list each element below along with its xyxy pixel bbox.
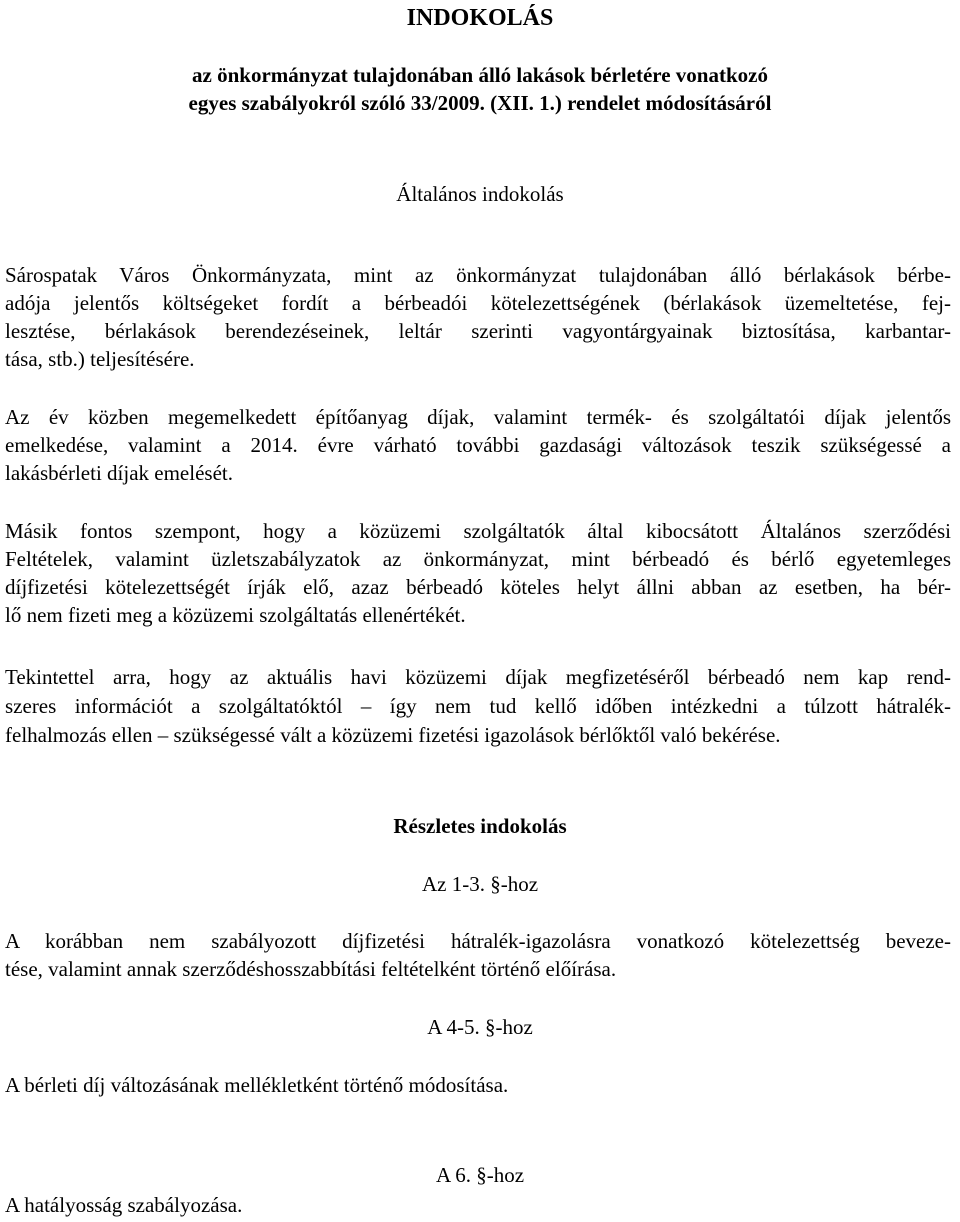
general-heading: Általános indokolás — [396, 182, 564, 206]
section3-text: A hatályosság szabályozása. — [5, 1193, 243, 1217]
paragraph2-line-1: Az év közben megemelkedett építőanyag díjak, valamint termék- és szolgáltatói díjak jelentős — [5, 405, 951, 429]
subtitle-line-2: egyes szabályokról szóló 33/2009. (XII. 1.) rendelet módosításáról — [188, 91, 772, 115]
paragraph3-line-4: lő nem fizeti meg a közüzemi szolgáltatás ellenértékét. — [5, 603, 466, 627]
paragraph1-line-4: tása, stb.) teljesítésére. — [5, 347, 195, 371]
paragraph1-line-2: adója jelentős költségeket fordít a bérbeadói kötelezettségének (bérlakások üzemeltetése, fej- — [5, 291, 951, 315]
section3-heading: A 6. §-hoz — [435, 1163, 525, 1187]
section1-heading: Az 1-3. §-hoz — [421, 872, 539, 896]
paragraph2-line-3: lakásbérleti díjak emelését. — [5, 461, 233, 485]
paragraph4-line-2: szeres információt a szolgáltatóktól – így nem tud kellő időben intézkedni a túlzott hátralék- — [5, 694, 951, 718]
detailed-heading: Részletes indokolás — [393, 814, 567, 838]
paragraph3-line-3: díjfizetési kötelezettségét írják elő, azaz bérbeadó köteles helyt állni abban az esetben, ha bér- — [5, 575, 951, 599]
section2-heading: A 4-5. §-hoz — [427, 1015, 533, 1039]
section1-line-1: A korábban nem szabályozott díjfizetési hátralék-igazolásra vonatkozó kötelezettség beveze- — [5, 929, 951, 953]
paragraph1-line-3: lesztése, bérlakások berendezéseinek, leltár szerinti vagyontárgyainak biztosítása, karbantar- — [5, 319, 951, 343]
paragraph3-line-2: Feltételek, valamint üzletszabályzatok az önkormányzat, mint bérbeadó és bérlő egyetemleges — [5, 547, 951, 571]
section2-text: A bérleti díj változásának mellékletként történő módosítása. — [5, 1073, 509, 1097]
paragraph3-line-1: Másik fontos szempont, hogy a közüzemi szolgáltatók által kibocsátott Általános szerződési — [5, 519, 951, 543]
section1-line-2: tése, valamint annak szerződéshosszabbítási feltételként történő előírása. — [5, 957, 617, 981]
paragraph1-line-1: Sárospatak Város Önkormányzata, mint az önkormányzat tulajdonában álló bérlakások bérbe- — [5, 263, 951, 287]
document-title: INDOKOLÁS — [406, 5, 554, 31]
paragraph2-line-2: emelkedése, valamint a 2014. évre várható további gazdasági változások teszik szükségessé a — [5, 433, 951, 457]
subtitle-line-1: az önkormányzat tulajdonában álló lakások bérletére vonatkozó — [192, 63, 768, 87]
paragraph4-line-1: Tekintettel arra, hogy az aktuális havi közüzemi díjak megfizetéséről bérbeadó nem kap rend- — [5, 665, 951, 689]
paragraph4-line-3: felhalmozás ellen – szükségessé vált a közüzemi fizetési igazolások bérlőktől való bekérése. — [5, 723, 781, 747]
